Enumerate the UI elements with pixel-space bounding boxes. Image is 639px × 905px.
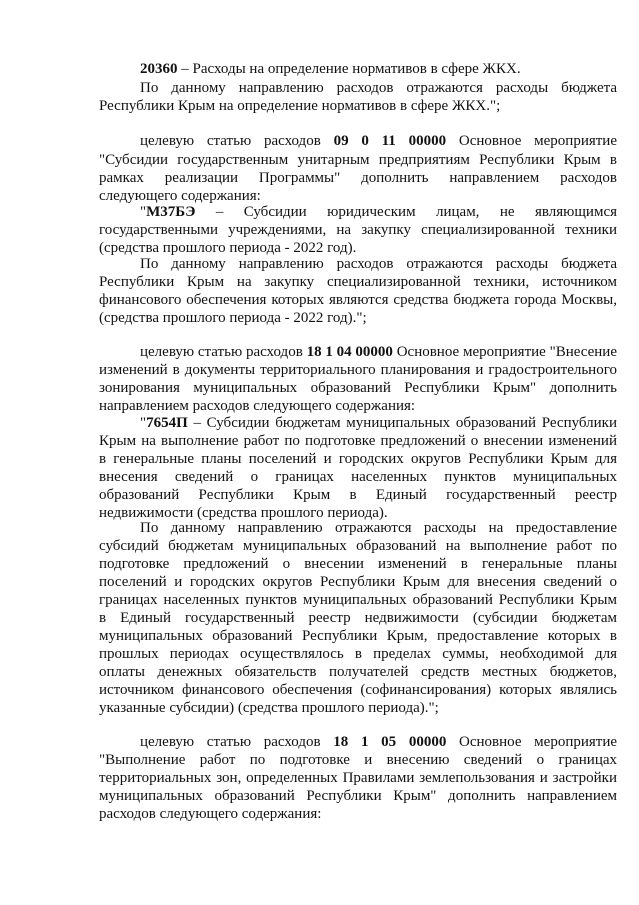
text-line: По данному направлению расходов отражаются расходы бюджета (140, 80, 617, 96)
text-line: расходов следующего содержания: (99, 806, 322, 822)
text-line: прошлых периодах осуществлялось в пределах суммы, необходимой для (99, 646, 617, 662)
text-line: территориальных зон, определенных Правилами землепользования и застройки (99, 770, 617, 786)
text-line: в генеральные планы поселений и городских округов Республики Крым для (99, 451, 617, 467)
text-line: По данному направлению отражаются расходы на предоставление (140, 520, 617, 536)
text-line: следующего содержания: (99, 188, 261, 204)
text-line: (средства прошлого периода - 2022 год)."; (99, 310, 367, 326)
text-line: Крым на выполнение работ по подготовке предложений о внесении изменений (99, 433, 617, 449)
text-line: целевую статью расходов 18 1 05 00000 Основное мероприятие (140, 734, 618, 750)
text-line: "М37БЭ – Субсидии юридическим лицам, не являющимся (140, 204, 617, 220)
text-line: субсидий бюджетам муниципальных образований на выполнение работ по (99, 538, 617, 554)
text-line: рамках реализации Программы" дополнить направлением расходов (99, 170, 617, 186)
text-line: По данному направлению расходов отражаются расходы бюджета (140, 256, 617, 272)
text-line: государственными учреждениями, на закупку специализированной техники (99, 222, 617, 238)
text-line: зонирования муниципальных образований Республики Крым" дополнить (99, 380, 617, 396)
text-line: "Выполнение работ по подготовке и внесению сведений о границах (99, 752, 617, 768)
text-line: недвижимости (средства прошлого периода). (99, 505, 388, 521)
text-line: целевую статью расходов 18 1 04 00000 Основное мероприятие "Внесение (140, 344, 617, 360)
text-line: муниципальных образований Республики Крым" дополнить направлением (99, 788, 617, 804)
text-line: источником финансового обеспечения (софинансирования) которых являлись (99, 682, 617, 698)
text-line: направлением расходов следующего содержания: (99, 398, 416, 414)
text-line: образований Республики Крым в Единый государственный реестр (99, 487, 617, 503)
text-line: подготовке предложений о внесении изменений в генеральные планы (99, 556, 617, 572)
text-line: целевую статью расходов 09 0 11 00000 Основное мероприятие (140, 133, 617, 149)
text-line: в Единый государственный реестр недвижимости (субсидии бюджетам (99, 610, 617, 626)
text-line: изменений в документы территориального планирования и градостроительного (99, 362, 617, 378)
text-line: (средства прошлого периода - 2022 год). (99, 240, 357, 256)
text-line: поселений и городских округов Республики Крым для внесения сведений о (99, 574, 617, 590)
text-line: "Субсидии государственным унитарным предприятиям Республики Крым в (99, 152, 617, 168)
text-line: 20360 – Расходы на определение нормативов в сфере ЖКХ. (140, 61, 521, 77)
text-line: указанные субсидии) (средства прошлого периода)."; (99, 700, 439, 716)
text-line: Республики Крым на закупку специализированной техники, источником (99, 274, 617, 290)
text-line: границах населенных пунктов муниципальных образований Республики Крым (99, 592, 617, 608)
text-line: оплаты денежных обязательств получателей средств местных бюджетов, (99, 664, 617, 680)
text-line: Республики Крым на определение нормативов в сфере ЖКХ."; (99, 98, 501, 114)
text-line: внесения сведений о границах населенных пунктов муниципальных (99, 469, 617, 485)
text-line: муниципальных образований Республики Крым, предоставление которых в (99, 628, 617, 644)
text-line: финансового обеспечения которых являются средства бюджета города Москвы, (99, 292, 617, 308)
text-line: "7654П – Субсидии бюджетам муниципальных образований Республики (140, 415, 617, 431)
